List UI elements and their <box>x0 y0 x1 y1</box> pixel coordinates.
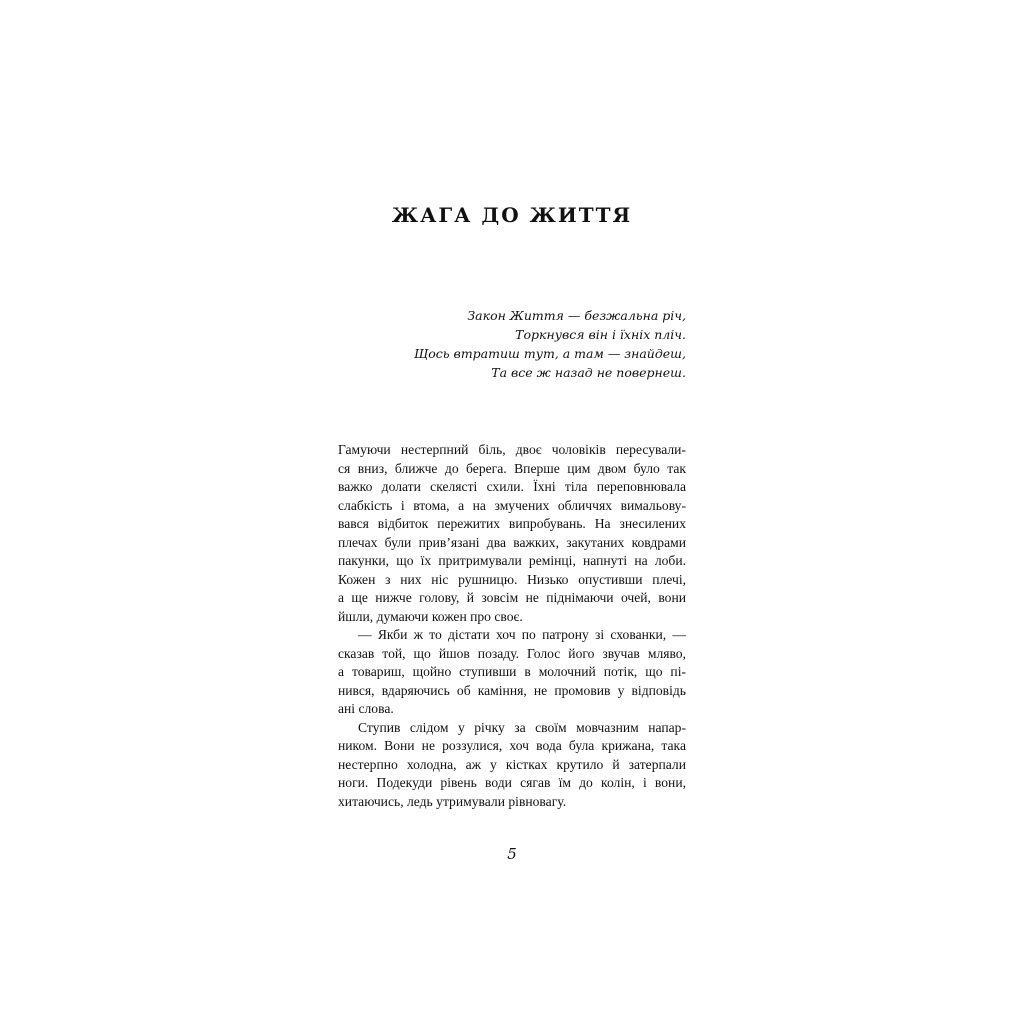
text-line: а ще нижче голову, й зовсім не піднімаючи очей, вони <box>338 590 686 605</box>
paragraph <box>338 626 686 719</box>
text-line: сказав той, що йшов позаду. Голос його звучав мляво, <box>338 645 686 661</box>
text-line: ноги. Подекуди рівень води сягав їм до колін, і вони, <box>338 775 686 790</box>
text-line: нестерпно холодна, аж у кістках крутило й затерпали <box>338 756 686 772</box>
paragraph <box>338 441 686 626</box>
text-line: ся вниз, ближче до берега. Вперше цим двом було так <box>338 460 686 476</box>
text-line: ані слова. <box>338 701 394 716</box>
body-text <box>338 441 686 811</box>
text-line: йшли, думаючи кожен про своє. <box>338 608 523 624</box>
text-line: а товариш, щойно ступивши в молочний потік, що пі- <box>338 664 686 679</box>
text-line: — Якби ж то дістати хоч по патрону зі схованки, — <box>358 627 686 642</box>
epigraph-line: Закон Життя — безжальна річ, <box>467 308 686 323</box>
epigraph-line: Торкнувся він і їхніх пліч. <box>515 327 686 342</box>
paragraph <box>338 719 686 812</box>
text-line: слабкість і втома, а на змучених обличчях вимальову- <box>338 497 686 513</box>
text-line: вався відбиток пережитих випробувань. На знесилених <box>338 516 686 531</box>
text-line: Кожен з них ніс рушницю. Низько опустивши плечі, <box>338 571 686 587</box>
text-line: важко долати скелясті схили. Їхні тіла переповнювала <box>338 479 686 494</box>
text-line: пакунки, що їх притримували ремінці, напнуті на лоби. <box>338 553 686 568</box>
text-line: плечах були прив’язані два важких, закутаних ковдрами <box>338 534 686 550</box>
epigraph-line: Щось втратиш тут, а там — знайдеш, <box>413 346 686 361</box>
text-line: Ступив слідом у річку за своїм мовчазним напар- <box>358 719 686 735</box>
epigraph <box>366 306 686 382</box>
chapter-title: ЖАГА ДО ЖИТТЯ <box>391 203 633 227</box>
epigraph-line: Та все ж назад не повернеш. <box>491 365 686 380</box>
text-line: нився, вдаряючись об каміння, не промовив у відповідь <box>338 682 686 698</box>
text-line: хитаючись, ледь утримували рівновагу. <box>338 793 567 809</box>
text-line: Гамуючи нестерпний біль, двоє чоловіків пересували- <box>338 442 686 457</box>
page-number: 5 <box>507 845 517 863</box>
text-line: ником. Вони не роззулися, хоч вода була крижана, така <box>338 738 686 753</box>
